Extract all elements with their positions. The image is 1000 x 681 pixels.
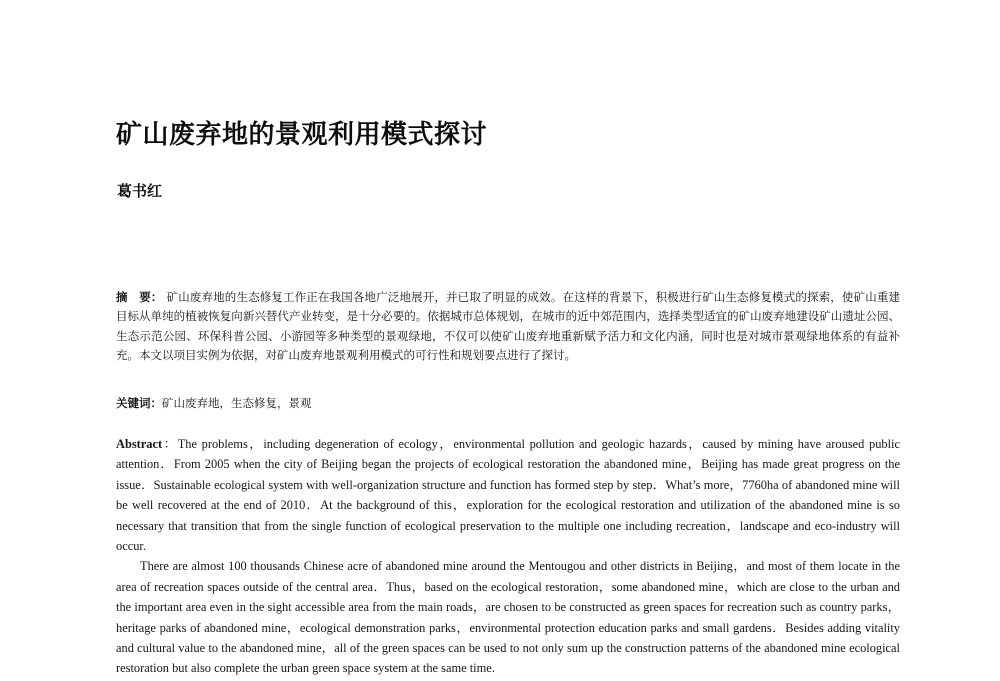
chinese-abstract xyxy=(116,288,900,365)
chinese-abstract-label: 摘 要： xyxy=(116,290,163,304)
paper-title: 矿山废弃地的景观利用模式探讨 xyxy=(116,120,488,150)
author-name: 葛书红 xyxy=(117,182,163,200)
chinese-abstract-text: 矿山废弃地的生态修复工作正在我国各地广泛地展开，并已取了明显的成效。在这样的背景下，积极进行矿山生态修复模式的探索，使矿山重建目标从单纯的植被恢复向新兴替代产业转变，是十分必要的。依据城市总体规划，在城市的近中郊范围内，选择类型适宜的矿山废弃地建设矿山遗址公园、生态示范公园、环保科普公园、小游园等多种类型的景观绿地，不仅可以使矿山废弃地重新赋予活力和文化内涵，同时也是对城市景观绿地体系的有益补充。本文以项目实例为依据，对矿山废弃地景观利用模式的可行性和规划要点进行了探讨。 xyxy=(116,290,900,362)
english-abstract-paragraph-2: There are almost 100 thousands Chinese acre of abandoned mine around the Mentougou and other districts in Beijing，and most of them locate in the area of recreation spaces outside of the central area．Thus，based on the ecological restoration，some abandoned mine，which are close to the urban and the important area even in the sight accessible area from the main roads，are chosen to be constructed as green spaces for recreation such as country parks，heritage parks of abandoned mine，ecological demonstration parks，environmental protection education parks and small gardens．Besides adding vitality and cultural value to the abandoned mine，all of the green spaces can be used to not only sum up the construction patterns of the abandoned mine ecological restoration but also complete the urban green space system at the same time. xyxy=(116,559,900,676)
keywords-text: 矿山废弃地，生态修复，景观 xyxy=(162,396,312,410)
english-abstract xyxy=(116,434,900,679)
english-abstract-paragraph-1 xyxy=(116,434,900,556)
keywords-label: 关键词： xyxy=(116,396,162,410)
keywords xyxy=(116,394,900,413)
english-abstract-text-1: ：The problems，including degeneration of ecology，environmental pollution and geologic hazards，caused by mining have aroused public attention．From 2005 when the city of Beijing began the projects of ecological restoration the abandoned mine，Beijing has made great progress on the issue．Sustainable ecological system with well-organization structure and function has formed step by step．What’s more，7760ha of abandoned mine will be well recovered at the end of 2010．At the background of this，exploration for the ecological restoration and utilization of the abandoned mine is so necessary that transition that from the single function of ecological preservation to the multiple one including recreation，landscape and eco-industry will occur. xyxy=(116,437,900,554)
english-abstract-label: Abstract xyxy=(116,437,163,451)
